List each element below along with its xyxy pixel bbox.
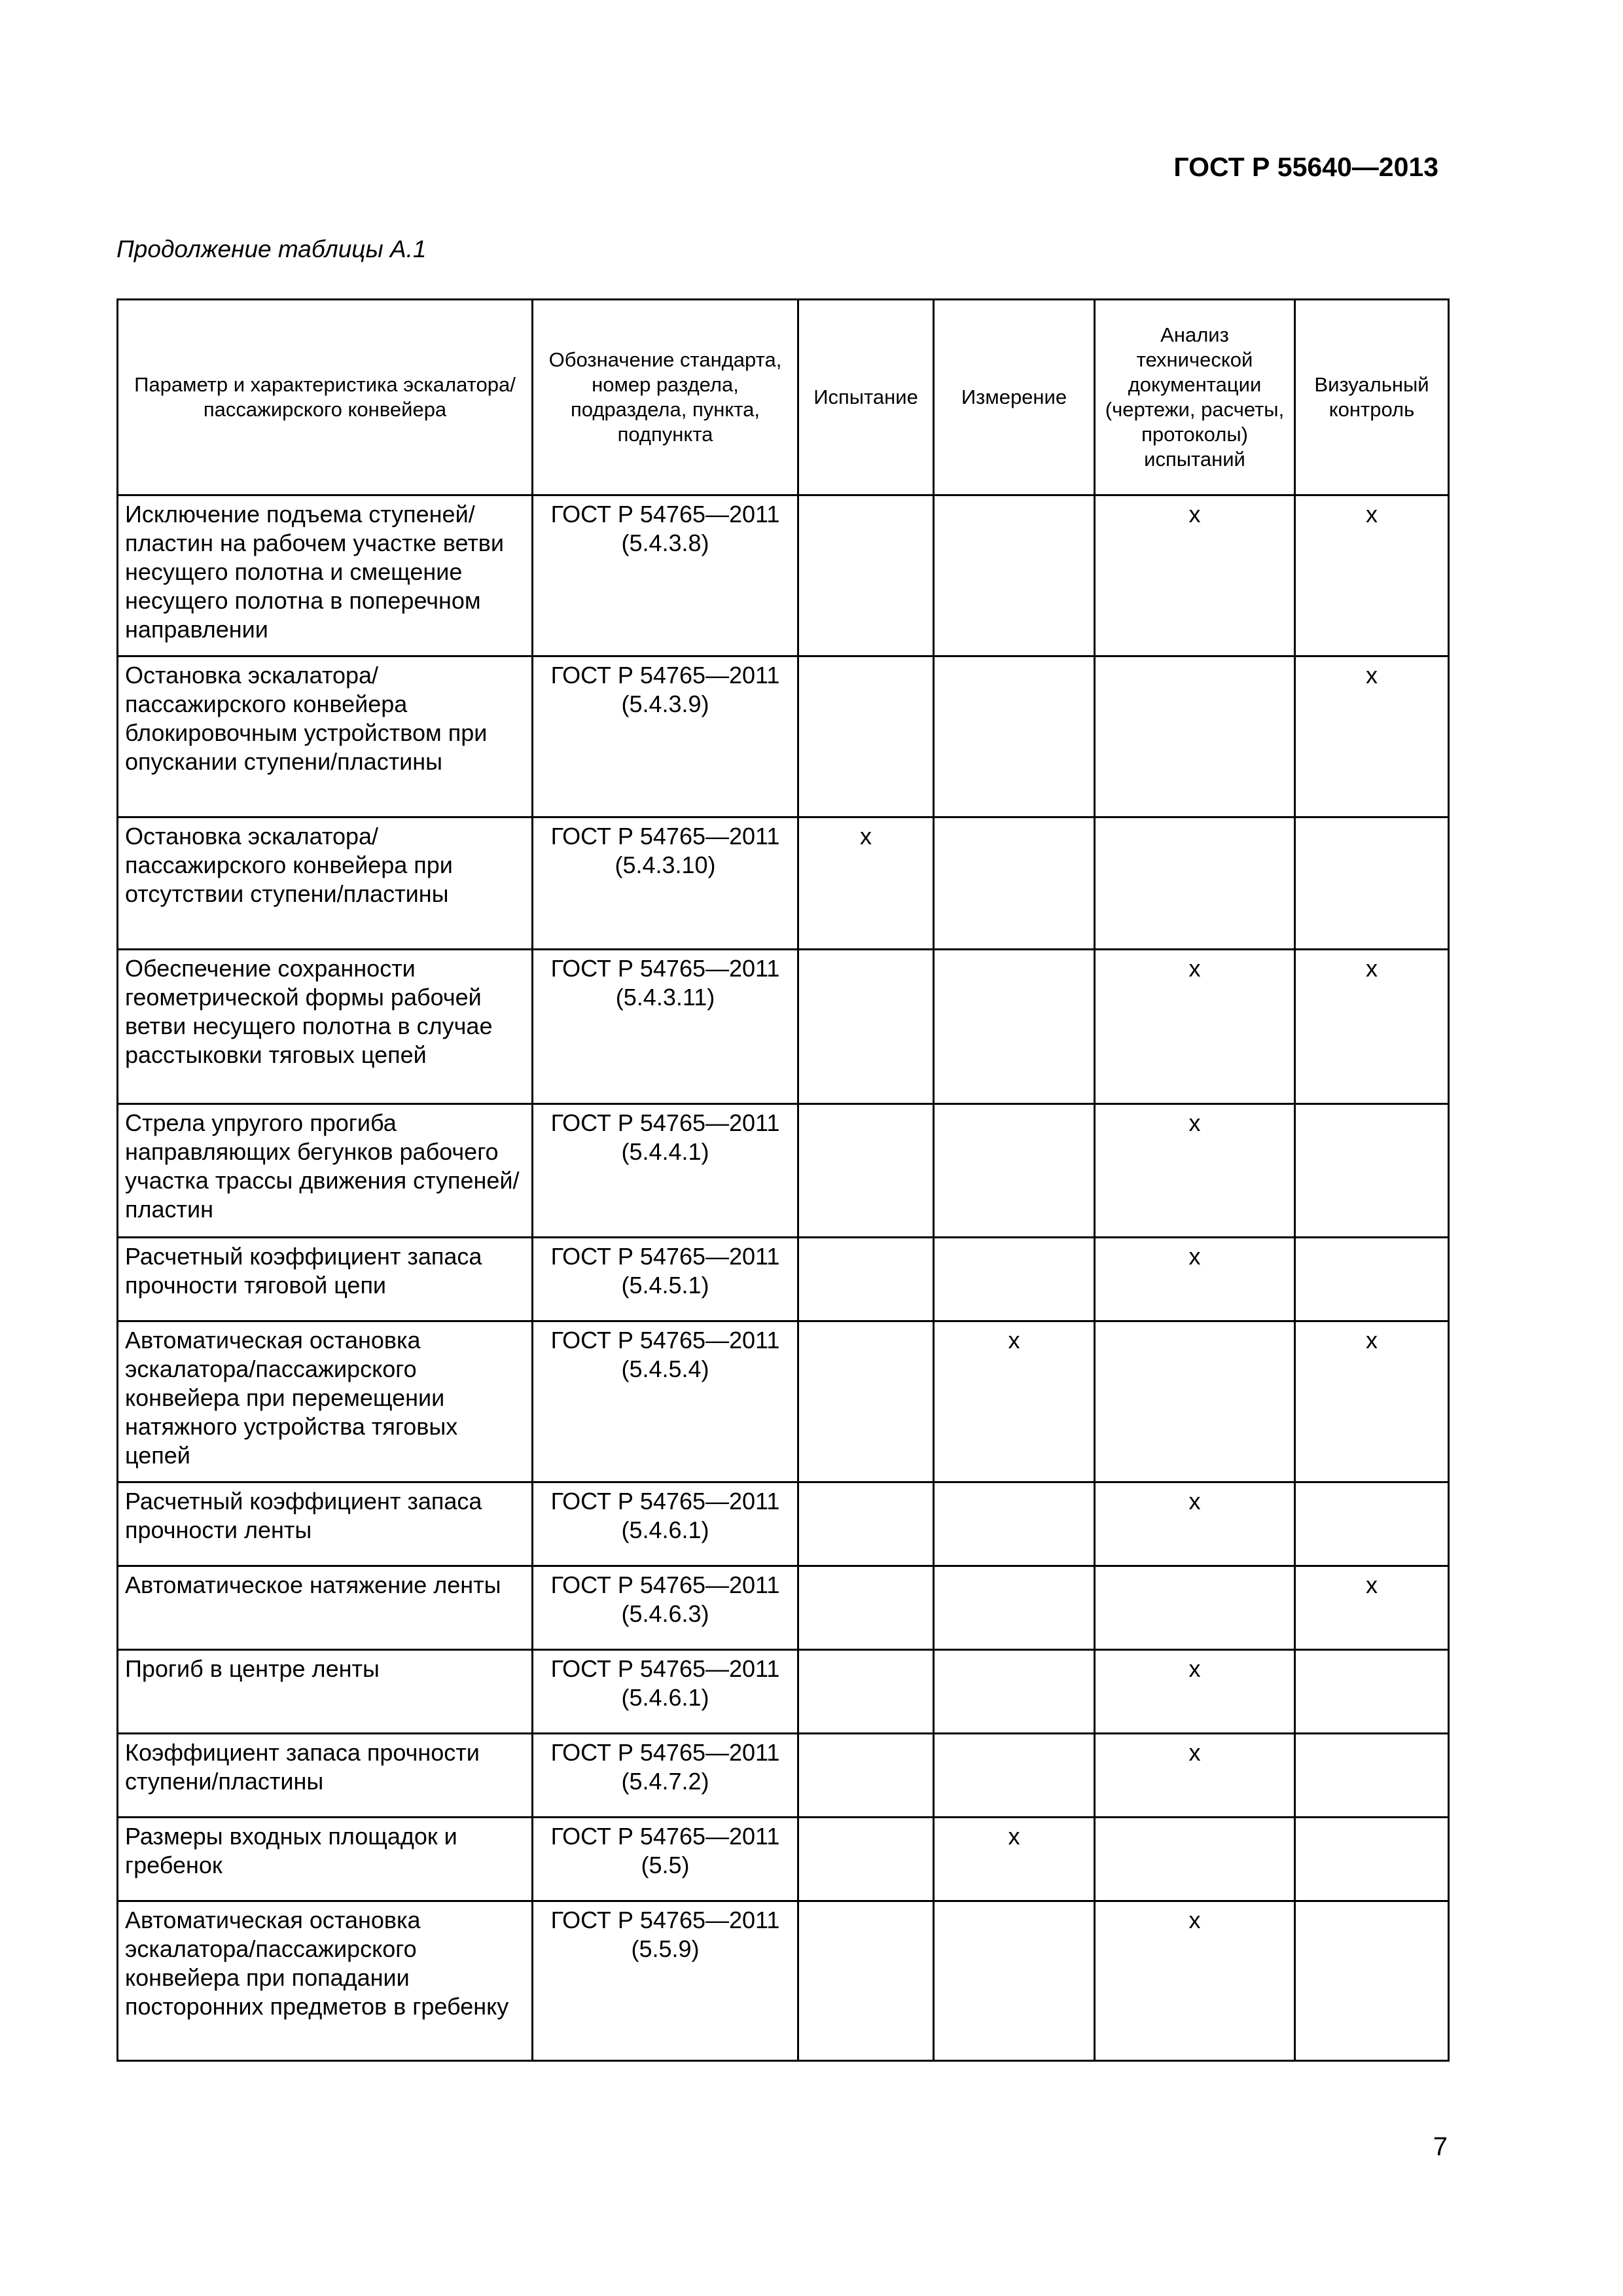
analysis-cell: х — [1095, 1734, 1295, 1818]
table-caption: Продолжение таблицы А.1 — [116, 236, 427, 262]
visual-cell: х — [1295, 1321, 1449, 1482]
test-cell — [798, 1482, 934, 1566]
measurement-cell — [934, 1238, 1095, 1321]
parameter-cell: Коэффициент запаса прочности ступени/пластины — [118, 1734, 533, 1818]
parameter-cell: Обеспечение сохранности геометрической формы рабочей ветви несущего полотна в случае расстыковки тяговых цепей — [118, 950, 533, 1104]
parameter-cell: Расчетный коэффициент запаса прочности ленты — [118, 1482, 533, 1566]
standard-cell: ГОСТ Р 54765—2011 (5.4.3.11) — [533, 950, 798, 1104]
analysis-cell: х — [1095, 495, 1295, 656]
measurement-cell — [934, 1482, 1095, 1566]
visual-cell — [1295, 1818, 1449, 1901]
standard-cell: ГОСТ Р 54765—2011 (5.5.9) — [533, 1901, 798, 2061]
table-row — [118, 817, 1449, 950]
column-header-standard: Обозначение стандарта, номер раздела, подраздела, пункта, подпункта — [533, 300, 798, 495]
table-row — [118, 1901, 1449, 2061]
test-cell — [798, 1566, 934, 1650]
table-row — [118, 1818, 1449, 1901]
visual-cell — [1295, 1482, 1449, 1566]
visual-cell: х — [1295, 950, 1449, 1104]
table-row — [118, 1104, 1449, 1238]
table-row — [118, 1566, 1449, 1650]
visual-cell — [1295, 1238, 1449, 1321]
standard-cell: ГОСТ Р 54765—2011 (5.4.3.9) — [533, 656, 798, 817]
analysis-cell — [1095, 1566, 1295, 1650]
analysis-cell — [1095, 1321, 1295, 1482]
standard-cell: ГОСТ Р 54765—2011 (5.4.7.2) — [533, 1734, 798, 1818]
visual-cell — [1295, 1734, 1449, 1818]
test-cell — [798, 1104, 934, 1238]
standard-cell: ГОСТ Р 54765—2011 (5.4.5.4) — [533, 1321, 798, 1482]
test-cell — [798, 1734, 934, 1818]
test-cell — [798, 1818, 934, 1901]
standard-cell: ГОСТ Р 54765—2011 (5.4.6.1) — [533, 1482, 798, 1566]
analysis-cell — [1095, 1818, 1295, 1901]
test-cell — [798, 495, 934, 656]
test-cell — [798, 1650, 934, 1734]
column-header-measurement: Измерение — [934, 300, 1095, 495]
standard-cell: ГОСТ Р 54765—2011 (5.4.4.1) — [533, 1104, 798, 1238]
analysis-cell: х — [1095, 1901, 1295, 2061]
table-row — [118, 1650, 1449, 1734]
parameter-cell: Расчетный коэффициент запаса прочности тяговой цепи — [118, 1238, 533, 1321]
parameter-cell: Автоматическая остановка эскалатора/пассажирского конвейера при перемещении натяжного устройства тяговых цепей — [118, 1321, 533, 1482]
measurement-cell — [934, 656, 1095, 817]
requirements-table — [116, 298, 1450, 2062]
parameter-cell: Прогиб в центре ленты — [118, 1650, 533, 1734]
measurement-cell — [934, 1650, 1095, 1734]
table-row — [118, 950, 1449, 1104]
column-header-test: Испытание — [798, 300, 934, 495]
standard-cell: ГОСТ Р 54765—2011 (5.4.5.1) — [533, 1238, 798, 1321]
analysis-cell — [1095, 656, 1295, 817]
table-row — [118, 1482, 1449, 1566]
test-cell — [798, 656, 934, 817]
parameter-cell: Остановка эскалатора/пассажирского конвейера при отсутствии ступени/пластины — [118, 817, 533, 950]
test-cell — [798, 1901, 934, 2061]
table-row — [118, 1734, 1449, 1818]
measurement-cell — [934, 1104, 1095, 1238]
visual-cell: х — [1295, 1566, 1449, 1650]
table-row — [118, 1321, 1449, 1482]
visual-cell — [1295, 1650, 1449, 1734]
test-cell — [798, 1238, 934, 1321]
analysis-cell: х — [1095, 950, 1295, 1104]
standard-header: ГОСТ Р 55640—2013 — [1173, 152, 1438, 182]
analysis-cell: х — [1095, 1482, 1295, 1566]
test-cell: х — [798, 817, 934, 950]
measurement-cell: х — [934, 1818, 1095, 1901]
column-header-analysis: Анализ технической документации (чертежи, расчеты, протоколы) испытаний — [1095, 300, 1295, 495]
table-row — [118, 1238, 1449, 1321]
measurement-cell — [934, 950, 1095, 1104]
analysis-cell: х — [1095, 1238, 1295, 1321]
parameter-cell: Автоматическая остановка эскалатора/пассажирского конвейера при попадании посторонних предметов в гребенку — [118, 1901, 533, 2061]
measurement-cell — [934, 1734, 1095, 1818]
table-row — [118, 495, 1449, 656]
table-row — [118, 656, 1449, 817]
standard-cell: ГОСТ Р 54765—2011 (5.5) — [533, 1818, 798, 1901]
standard-cell: ГОСТ Р 54765—2011 (5.4.3.8) — [533, 495, 798, 656]
table-header-row — [118, 300, 1449, 495]
measurement-cell — [934, 495, 1095, 656]
standard-cell: ГОСТ Р 54765—2011 (5.4.3.10) — [533, 817, 798, 950]
parameter-cell: Стрела упругого прогиба направляющих бегунков рабочего участка трассы движения ступеней/пластин — [118, 1104, 533, 1238]
visual-cell — [1295, 817, 1449, 950]
parameter-cell: Остановка эскалатора/пассажирского конвейера блокировочным устройством при опускании ступени/пластины — [118, 656, 533, 817]
analysis-cell: х — [1095, 1650, 1295, 1734]
test-cell — [798, 1321, 934, 1482]
standard-cell: ГОСТ Р 54765—2011 (5.4.6.1) — [533, 1650, 798, 1734]
measurement-cell — [934, 817, 1095, 950]
page-number: 7 — [1433, 2132, 1448, 2161]
test-cell — [798, 950, 934, 1104]
visual-cell — [1295, 1901, 1449, 2061]
analysis-cell: х — [1095, 1104, 1295, 1238]
measurement-cell — [934, 1901, 1095, 2061]
analysis-cell — [1095, 817, 1295, 950]
visual-cell — [1295, 1104, 1449, 1238]
measurement-cell: х — [934, 1321, 1095, 1482]
parameter-cell: Исключение подъема ступеней/пластин на рабочем участке ветви несущего полотна и смещение несущего полотна в поперечном направлении — [118, 495, 533, 656]
column-header-visual: Визуальный контроль — [1295, 300, 1449, 495]
parameter-cell: Автоматическое натяжение ленты — [118, 1566, 533, 1650]
visual-cell: х — [1295, 656, 1449, 817]
parameter-cell: Размеры входных площадок и гребенок — [118, 1818, 533, 1901]
measurement-cell — [934, 1566, 1095, 1650]
standard-cell: ГОСТ Р 54765—2011 (5.4.6.3) — [533, 1566, 798, 1650]
column-header-parameter: Параметр и характеристика эскалатора/пассажирского конвейера — [118, 300, 533, 495]
visual-cell: х — [1295, 495, 1449, 656]
